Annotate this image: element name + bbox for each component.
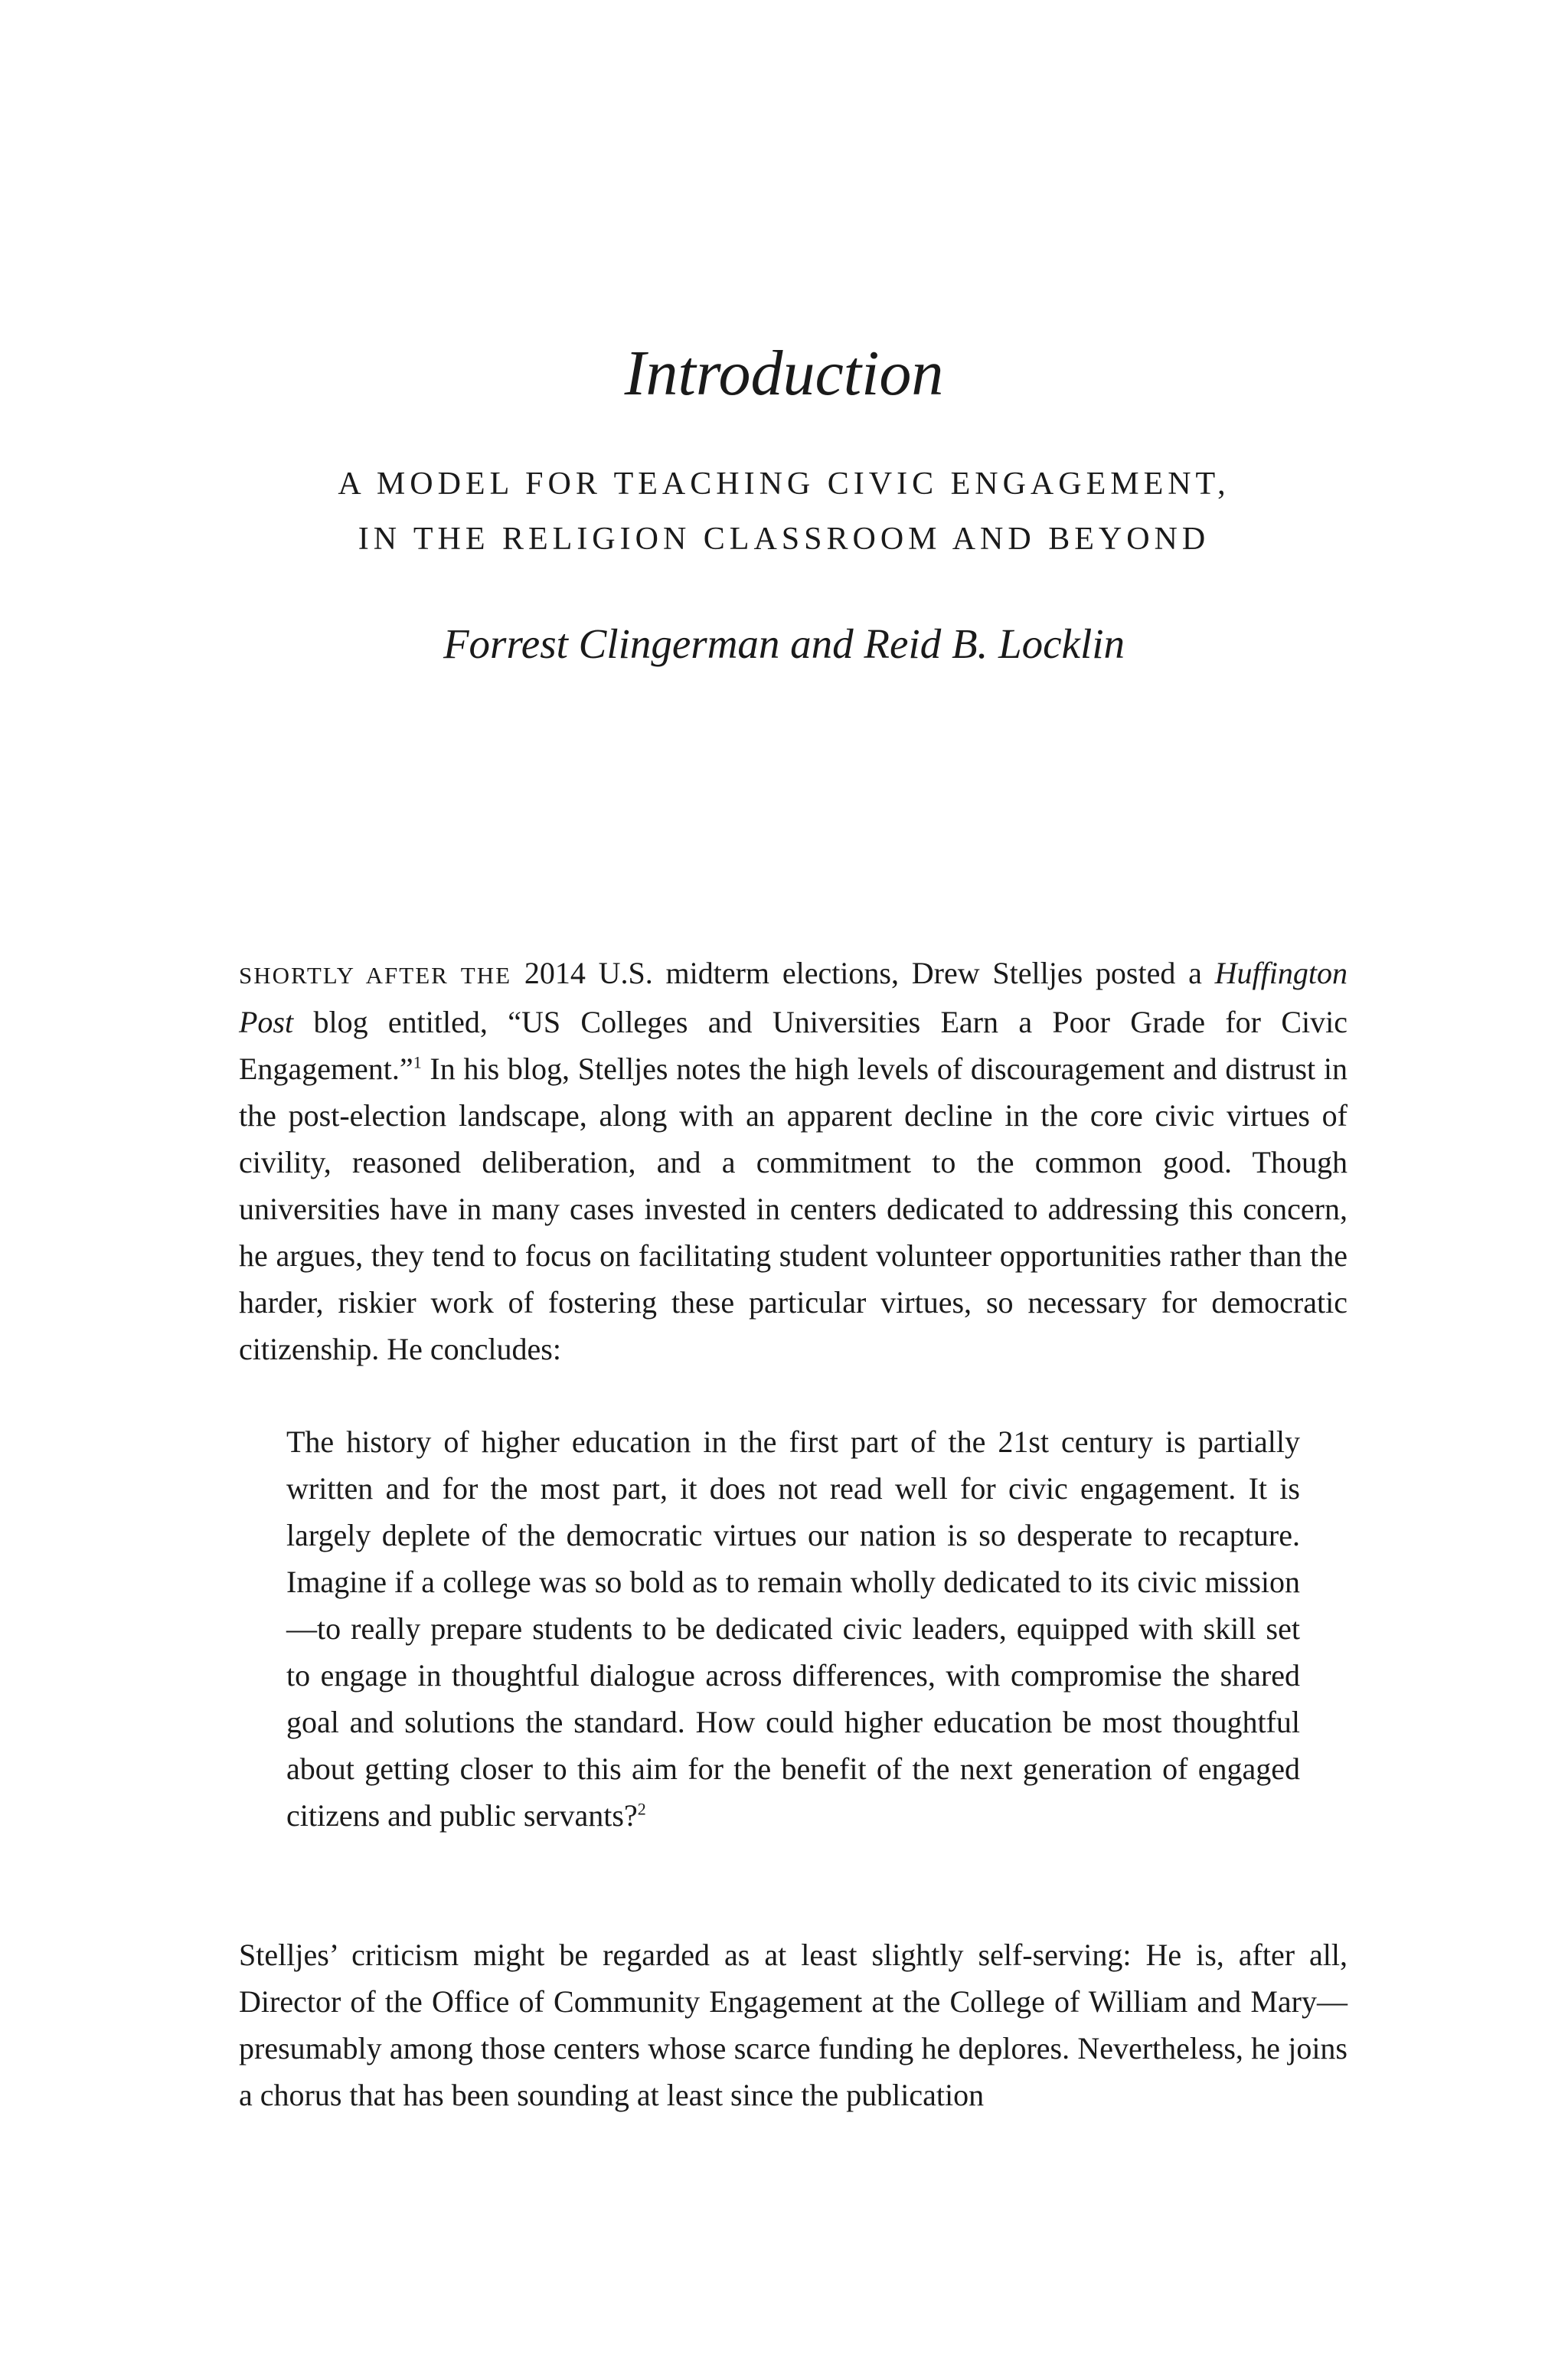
publication-title: Huffington Post [239,956,1348,1039]
paragraph-1-text-b: blog entitled, “US Colleges and Universities Earn a Poor Grade for Civic Engagement.” [239,1005,1348,1086]
subtitle-line-1: A MODEL FOR TEACHING CIVIC ENGAGEMENT, [338,466,1230,502]
lead-in-small-caps: SHORTLY AFTER THE [239,962,512,989]
quotation-text: The history of higher education in the first part of the 21st century is partially written and for the most part, it does not read well for civic engagement. It is largely deplete of the democratic virtues our nation is so desperate to recapture. Imagine if a college was so bold as to remain wholly dedicated to its civic mission—to really prepare students to be dedicated civic leaders, equipped with skill set to engage in thoughtful dialogue across differences, with compromise the shared goal and solutions the standard. How could higher education be most thoughtful about getting closer to this aim for the benefit of the next generation of engaged citizens and public servants? [286,1424,1300,1833]
paragraph-1-text-c: In his blog, Stelljes notes the high levels of discouragement and distrust in the post-election landscape, along with an apparent decline in the core civic virtues of civility, reasoned deliberation, and a commitment to the common good. Though universities have in many cases invested in centers dedicated to addressing this concern, he argues, they tend to focus on facilitating student volunteer opportunities rather than the harder, riskier work of fostering these particular virtues, so necessary for democratic citizenship. He concludes: [239,1052,1348,1366]
chapter-title: Introduction [624,338,944,409]
paragraph-1 [239,950,1348,1372]
footnote-marker-1[interactable]: 1 [413,1052,422,1072]
footnote-marker-2[interactable]: 2 [637,1799,646,1819]
subtitle-line-2: IN THE RELIGION CLASSROOM AND BEYOND [358,522,1210,557]
paragraph-1-text-a: U.S. midterm elections, Drew Stelljes posted a [585,956,1215,990]
paragraph-2: Stelljes’ criticism might be regarded as at least slightly self-serving: He is, after all, Director of the Office of Community Engagement at the College of William and Mary—presumably among those centers whose scarce funding he deplores. Nevertheless, he joins a chorus that has been sounding at least since the publication [239,1938,1348,2112]
chapter-subtitle [230,456,1338,567]
block-quotation [286,1418,1300,1839]
year-oldstyle: 2014 [524,956,586,990]
chapter-authors: Forrest Clingerman and Reid B. Locklin [443,620,1125,667]
